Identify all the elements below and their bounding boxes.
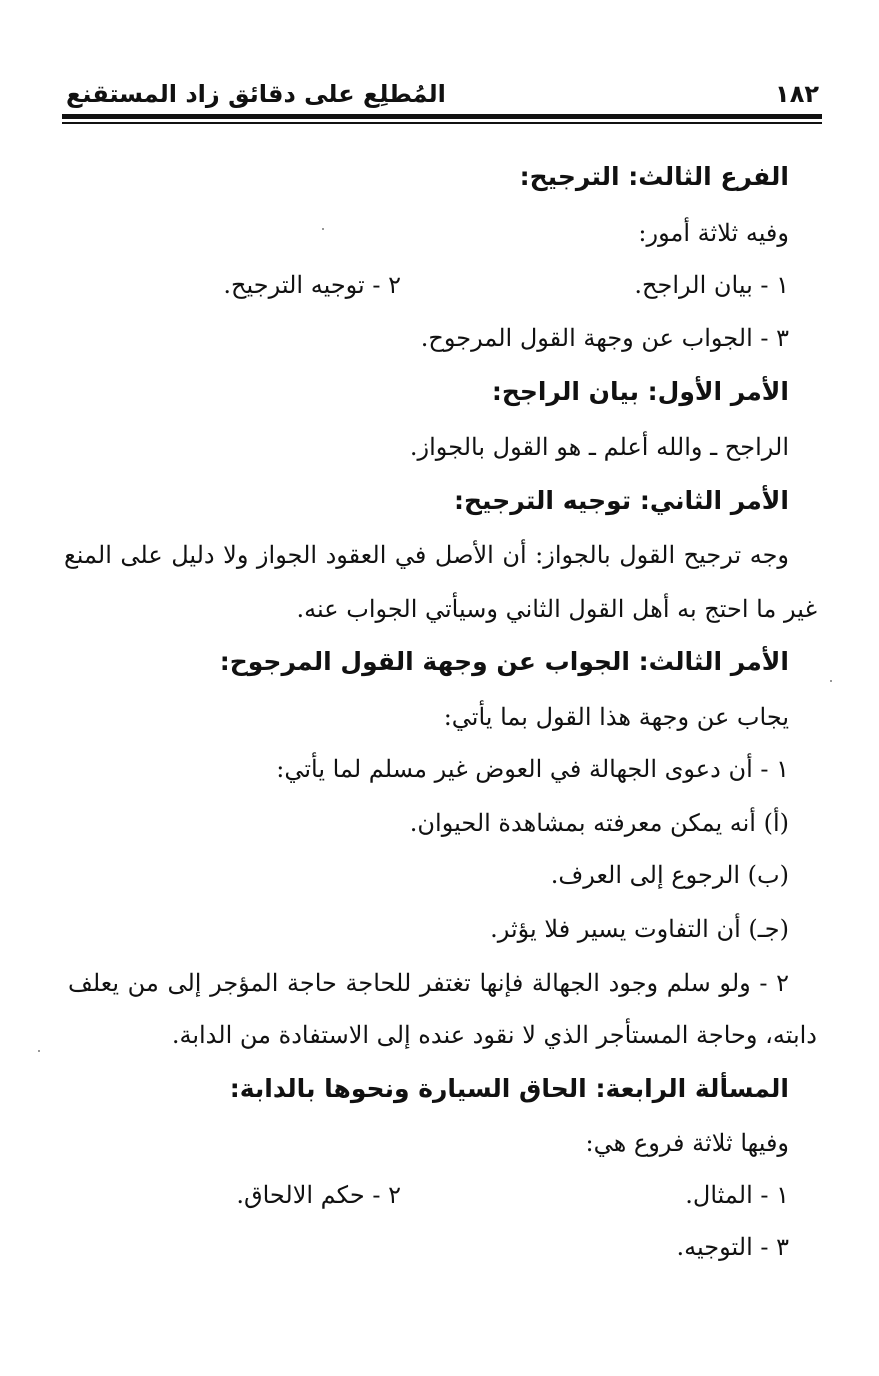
subsection-heading: الأمر الثالث: الجواب عن وجهة القول المرجوح: bbox=[219, 647, 789, 676]
scan-speck bbox=[322, 228, 324, 230]
subsection-heading: الأمر الثاني: توجيه الترجيح: bbox=[454, 486, 789, 515]
list-item: ٣ - الجواب عن وجهة القول المرجوح. bbox=[420, 324, 789, 352]
list-item: ٢ - حكم الالحاق. bbox=[236, 1181, 401, 1209]
list-item: (أ) أنه يمكن معرفته بمشاهدة الحيوان. bbox=[409, 809, 789, 837]
list-item: ٢ - توجيه الترجيح. bbox=[223, 271, 401, 299]
paragraph-line: دابته، وحاجة المستأجر الذي لا نقود عنده إلى الاستفادة من الدابة. bbox=[171, 1021, 817, 1049]
header-rule-thin bbox=[62, 122, 822, 124]
paragraph-line: وفيه ثلاثة أمور: bbox=[638, 219, 789, 247]
scan-speck bbox=[830, 680, 832, 682]
list-item: ١ - المثال. bbox=[685, 1181, 789, 1209]
paragraph-line: وجه ترجيح القول بالجواز: أن الأصل في العقود الجواز ولا دليل على المنع bbox=[64, 541, 789, 569]
subsection-heading: الأمر الأول: بيان الراجح: bbox=[491, 377, 789, 406]
list-item: ٢ - ولو سلم وجود الجهالة فإنها تغتفر للحاجة حاجة المؤجر إلى من يعلف bbox=[68, 969, 789, 997]
paragraph-line: غير ما احتج به أهل القول الثاني وسيأتي الجواب عنه. bbox=[296, 595, 817, 623]
page-number: ١٨٢ bbox=[775, 80, 819, 108]
list-item: (ب) الرجوع إلى العرف. bbox=[550, 861, 789, 889]
section-heading: المسألة الرابعة: الحاق السيارة ونحوها بالدابة: bbox=[229, 1074, 789, 1103]
running-header-title: المُطلِع على دقائق زاد المستقنع bbox=[66, 80, 446, 108]
list-item: ١ - أن دعوى الجهالة في العوض غير مسلم لما يأتي: bbox=[276, 755, 789, 783]
paragraph-line: يجاب عن وجهة هذا القول بما يأتي: bbox=[443, 703, 789, 731]
paragraph-line: وفيها ثلاثة فروع هي: bbox=[585, 1129, 789, 1157]
list-item: (جـ) أن التفاوت يسير فلا يؤثر. bbox=[490, 915, 789, 943]
section-heading: الفرع الثالث: الترجيح: bbox=[519, 162, 789, 191]
list-item: ١ - بيان الراجح. bbox=[634, 271, 789, 299]
list-item: ٣ - التوجيه. bbox=[676, 1233, 789, 1261]
scan-speck bbox=[38, 1050, 40, 1052]
header-rule-thick bbox=[62, 114, 822, 119]
paragraph-line: الراجح ـ والله أعلم ـ هو القول بالجواز. bbox=[409, 433, 789, 461]
